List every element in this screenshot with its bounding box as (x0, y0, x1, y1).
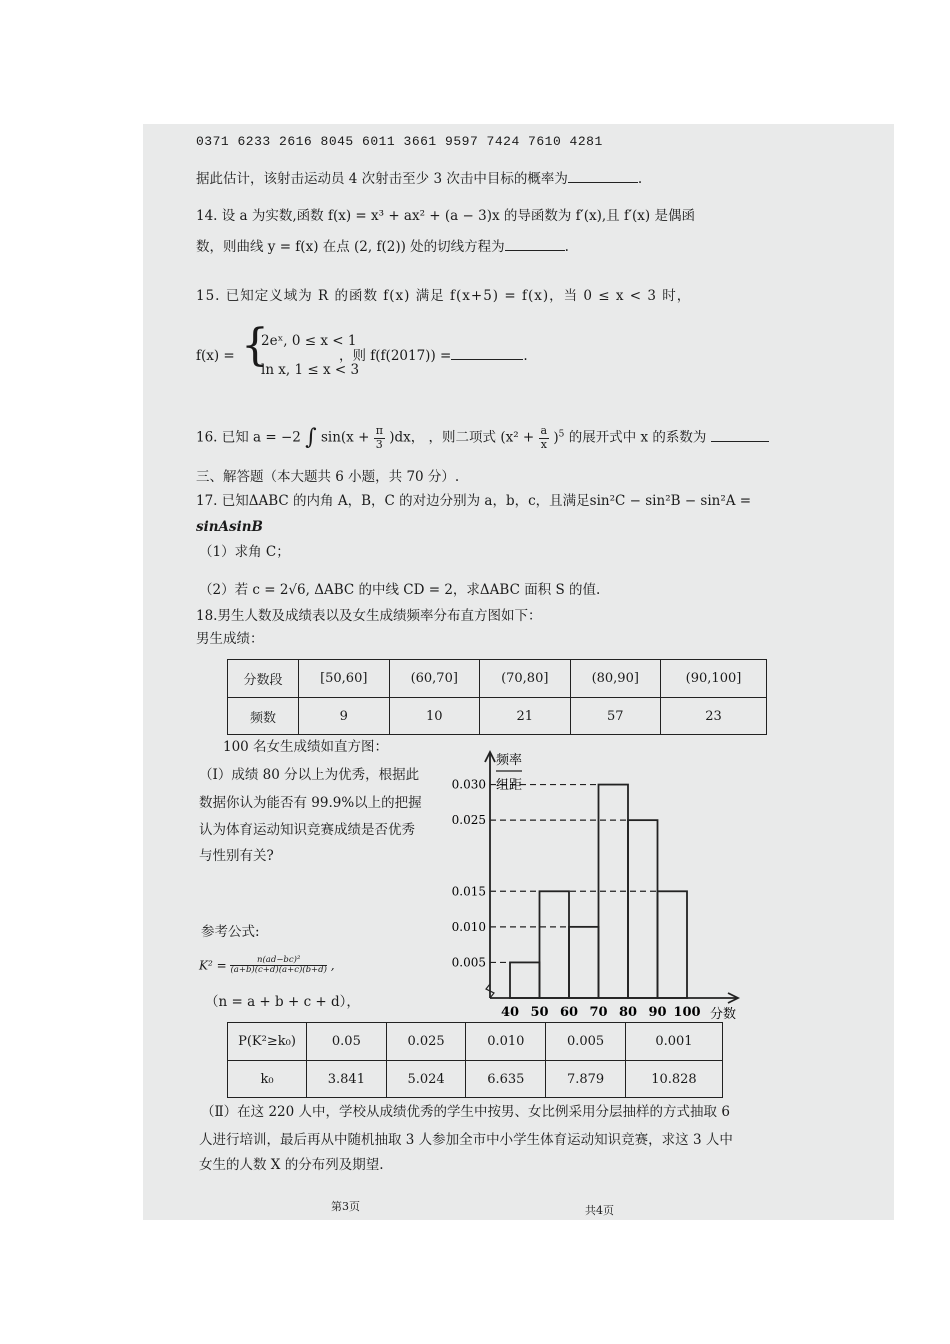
y-tick-label: 0.005 (451, 955, 486, 970)
table-cell: 21 (480, 698, 571, 735)
a-over-x: $\frac{a}{x}$ (540, 424, 548, 451)
table-cell: 3.841 (307, 1061, 387, 1098)
x-tick-label: 40 (500, 1005, 520, 1020)
q17-part1: （1）求角 C； (199, 544, 290, 560)
x-axis-label: 分数 (710, 1007, 737, 1022)
y-tick-label: 0.025 (451, 813, 486, 828)
table-header-cell: (80,90] (570, 660, 661, 698)
q13-text: 据此估计，该射击运动员 4 次射击至少 3 次击中目标的概率为 . (196, 171, 643, 187)
x-tick-label: 50 (530, 1005, 549, 1020)
q17-line2: sinAsinB (196, 519, 263, 535)
table-header-cell: (70,80] (480, 660, 571, 698)
histogram-bar (540, 891, 570, 998)
table-header-cell: (60,70] (389, 660, 480, 698)
q18-part1-line3: 认为体育运动知识竞赛成绩是否优秀 (199, 822, 415, 838)
q18-part1-line1: （Ⅰ）成绩 80 分以上为优秀，根据此 (199, 767, 420, 783)
table-cell: 0.001 (625, 1023, 722, 1061)
table-cell: 10.828 (625, 1061, 722, 1098)
q18-part2-line2: 人进行培训，最后再从中随机抽取 3 人参加全市中小学生体育运动知识竞赛，求这 3 人中 (199, 1132, 733, 1148)
q18-intro: 18.男生人数及成绩表以及女生成绩频率分布直方图如下： (196, 608, 542, 624)
q18-part1-line4: 与性别有关? (199, 848, 274, 864)
table-cell: 6.635 (466, 1061, 546, 1098)
critical-value-table (227, 1022, 723, 1098)
x-tick-label: 90 (648, 1005, 667, 1020)
table-header-cell: 分数段 (228, 660, 299, 698)
y-tick-label: 0.015 (451, 884, 486, 899)
table-row-label: P(K²≥k₀) (228, 1023, 307, 1061)
q15-case2: ln x, 1 ≤ x < 3 (261, 362, 360, 378)
y-axis-label-bottom: 组距 (496, 778, 523, 793)
x-tick-label: 70 (589, 1005, 608, 1020)
q14-line1: 14. 设 a 为实数,函数 f(x) = x³ + ax² + (a − 3)x 的导函数为 f′(x),且 f′(x) 是偶函 (196, 208, 695, 224)
histogram-bar (569, 927, 599, 998)
x-tick-label: 100 (673, 1005, 701, 1020)
male-score-table (227, 659, 767, 735)
x-tick-label: 80 (618, 1005, 638, 1020)
page-number: 第3页 (331, 1200, 360, 1213)
n-definition: （n = a + b + c + d）， (205, 994, 360, 1010)
table-row-label: 频数 (228, 698, 299, 735)
histogram-bar (628, 820, 658, 998)
q18-part2-line1: （Ⅱ）在这 220 人中，学校从成绩优秀的学生中按男、女比例采用分层抽样的方式抽取 6 (201, 1104, 730, 1120)
y-tick-label: 0.030 (451, 777, 486, 792)
y-axis-label-top: 频率 (496, 753, 523, 768)
q17-line1: 17. 已知ΔABC 的内角 A，B，C 的对边分别为 a，b，c，且满足sin²C − sin²B − sin²A = (196, 493, 752, 509)
female-score-histogram (438, 746, 753, 1046)
section-3-heading: 三、解答题（本大题共 6 小题，共 70 分）. (196, 469, 460, 485)
table-header-cell: (90,100] (661, 660, 767, 698)
reference-formula-label: 参考公式: (201, 924, 260, 940)
table-row-label: k₀ (228, 1061, 307, 1098)
q15-line1: 15. 已知定义域为 R 的函数 f(x) 满足 f(x+5) = f(x)，当 0 ≤ x < 3 时， (196, 288, 692, 304)
random-number-row: 0371 6233 2616 8045 6011 3661 9597 7424 7610 4281 (196, 134, 603, 149)
table-cell: 57 (570, 698, 661, 735)
table-cell: 0.005 (546, 1023, 626, 1061)
q16-text: 16. 已知 a = −2 ∫ sin(x + $\frac{\pi}{3}$ )dx， ，则二项式 (x² + $\frac{a}{x}$ )$^5$ 的展开式中 x 的系数为 (196, 420, 769, 452)
q15-fx: f(x) = (196, 348, 235, 364)
table-header-cell: [50,60] (299, 660, 390, 698)
q14-line2: 数，则曲线 y = f(x) 在点 (2, f(2)) 处的切线方程为 . (196, 239, 569, 255)
q15-case1: 2eˣ, 0 ≤ x < 1 (261, 333, 357, 349)
x-tick-label: 60 (559, 1005, 579, 1020)
total-pages: 共4页 (585, 1204, 614, 1217)
histogram-bar (658, 891, 688, 998)
piecewise-brace: { (241, 320, 269, 371)
y-tick-label: 0.010 (451, 919, 486, 934)
q15-tail: ，则 f(f(2017)) = . (339, 348, 528, 364)
pi-over-3: $\frac{\pi}{3}$ (375, 424, 383, 451)
k-squared-formula: K² = $\frac{\text{n(ad−bc)²}}{(a+b)(c+d)(a+c)(b+d)}$ , (199, 955, 335, 976)
q17-part2: （2）若 c = 2√6, ΔABC 的中线 CD = 2，求ΔABC 面积 S 的值. (199, 582, 601, 598)
q18-part1-line2: 数据你认为能否有 99.9%以上的把握 (199, 795, 422, 811)
table-cell: 9 (299, 698, 390, 735)
exam-page (143, 124, 894, 1220)
table-cell: 0.05 (307, 1023, 387, 1061)
table-cell: 10 (389, 698, 480, 735)
table-cell: 5.024 (386, 1061, 466, 1098)
table-cell: 7.879 (546, 1061, 626, 1098)
female-histogram-caption: 100 名女生成绩如直方图： (223, 739, 389, 755)
table-cell: 0.025 (386, 1023, 466, 1061)
male-scores-label: 男生成绩： (196, 631, 264, 647)
q18-part2-line3: 女生的人数 X 的分布列及期望. (199, 1157, 384, 1173)
table-cell: 0.010 (466, 1023, 546, 1061)
table-cell: 23 (661, 698, 767, 735)
histogram-bar (510, 962, 540, 998)
